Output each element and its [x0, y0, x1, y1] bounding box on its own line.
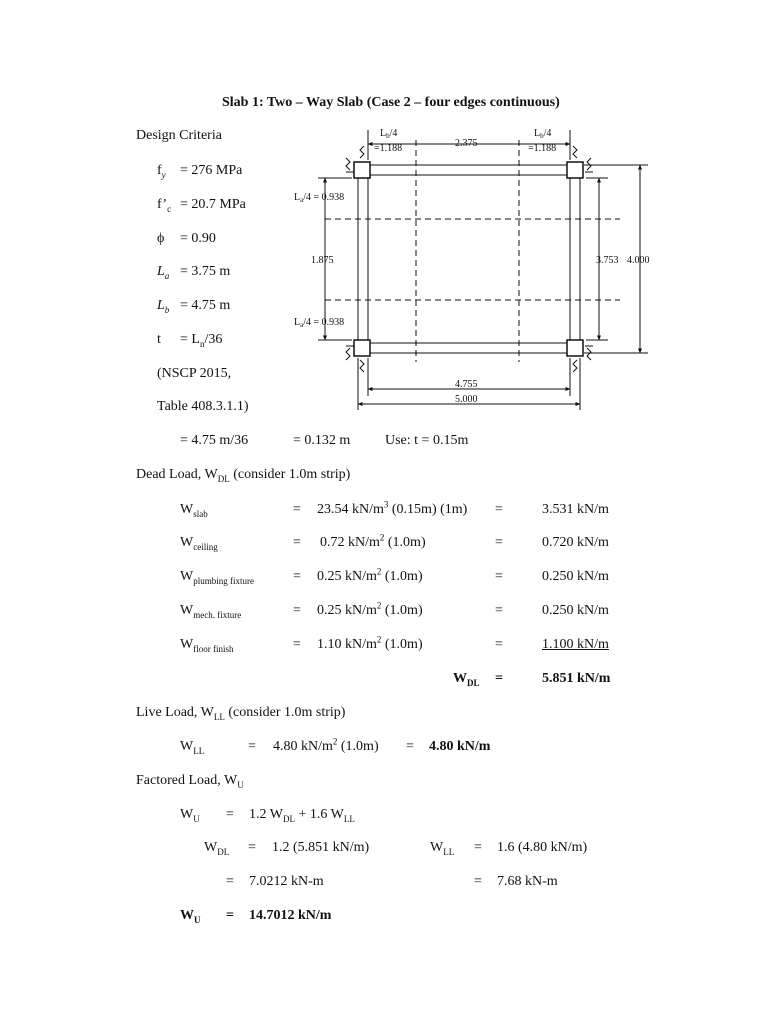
wdl-result-value: 7.0212 kN-m [249, 874, 324, 889]
dl-row-mech-label: $W_{mech. fixture}$ [180, 603, 242, 620]
dl-row-floor-result: 1.100 kN/m [542, 637, 609, 652]
wu-formula-expr: 1.2 $W_{DL} + 1.6$ $W_{LL}$ [249, 807, 355, 824]
dim-bottom-outer-value: 5.000 [455, 394, 478, 405]
break-top-left-v [360, 146, 364, 158]
lb-symbol: $L_b$ [157, 298, 170, 315]
left-beam [358, 165, 368, 353]
page-title: Slab 1: Two – Way Slab (Case 2 – four edges continuous) [222, 95, 560, 110]
wu-result-value: 14.7012 kN/m [249, 908, 332, 923]
la-value: = 3.75 m [180, 264, 231, 279]
wll-factor-eq: = [474, 840, 482, 855]
fy-symbol: $f_y$ [157, 163, 166, 180]
dl-row-slab-eq: = [293, 502, 301, 517]
thickness-use: Use: t = 0.15m [385, 433, 469, 448]
dl-row-mech-eq2: = [495, 603, 503, 618]
ll-eq2: = [406, 739, 414, 754]
dl-row-floor-label: $W_{floor finish}$ [180, 637, 234, 654]
break-top-left [346, 158, 354, 172]
wll-factor-label: $W_{LL}$ [430, 840, 455, 857]
break-bottom-left-v [360, 360, 364, 372]
dl-row-mech-eq: = [293, 603, 301, 618]
phi-symbol: ϕ [157, 231, 165, 246]
fy-value: = 276 MPa [180, 163, 243, 178]
dl-row-plumbing-label: $W_{plumbing fixture}$ [180, 569, 254, 586]
dim-left-mid-value: 1.875 [311, 255, 334, 266]
wll-result-value: 7.68 kN-m [497, 874, 558, 889]
column-bottom-left [354, 340, 370, 356]
wdl-factor-eq: = [248, 840, 256, 855]
wu-formula-eq: = [226, 807, 234, 822]
dim-left-top-label: $L_a/4 = 0.938$ [294, 192, 345, 204]
top-beam [358, 165, 580, 175]
lb-value: = 4.75 m [180, 298, 231, 313]
thickness-result: = 0.132 m [293, 433, 351, 448]
slab-plan-figure [285, 122, 665, 417]
wll-factor-expr: 1.6 (4.80 kN/m) [497, 840, 588, 855]
dl-row-slab-result: 3.531 kN/m [542, 502, 609, 517]
dim-top-left-value: =1.188 [374, 143, 403, 154]
dl-row-mech-result: 0.250 kN/m [542, 603, 609, 618]
column-top-right [567, 162, 583, 178]
thickness-calc: = 4.75 m/36 [180, 433, 249, 448]
dl-row-plumbing-result: 0.250 kN/m [542, 569, 609, 584]
dl-row-mech-expr: 0.25 $kN/m^2$ (1.0m) [317, 600, 423, 618]
t-value: = $L_n/36$ [180, 332, 223, 349]
la-symbol: $L_a$ [157, 264, 170, 281]
wdl-factor-expr: 1.2 (5.851 kN/m) [272, 840, 370, 855]
dl-row-slab-eq2: = [495, 502, 503, 517]
bottom-beam [358, 343, 580, 353]
dl-row-slab-expr: 23.54 $kN/m^3$ (0.15m) (1m) [317, 499, 468, 517]
dl-row-ceiling-label: $W_{ceiling}$ [180, 535, 218, 552]
dim-right-inner-value: 3.753 [596, 255, 619, 266]
code-reference-2: Table 408.3.1.1) [157, 399, 249, 414]
dl-row-plumbing-eq2: = [495, 569, 503, 584]
dl-total-result: 5.851 kN/m [542, 671, 611, 686]
code-reference-1: (NSCP 2015, [157, 366, 232, 381]
ll-expr: 4.80 $kN/m^2$ (1.0m) [273, 736, 379, 754]
right-beam [570, 165, 580, 353]
dl-row-plumbing-expr: 0.25 $kN/m^2$ (1.0m) [317, 566, 423, 584]
wdl-result-eq: = [226, 874, 234, 889]
dl-total-eq: = [495, 671, 503, 686]
ll-label: $W_{LL}$ [180, 739, 205, 756]
dim-top-mid-value: 2.375 [455, 138, 478, 149]
dl-total-label: $W_{DL}$ [453, 671, 480, 688]
column-bottom-right [567, 340, 583, 356]
column-top-left [354, 162, 370, 178]
dim-left-bottom-label: $L_a/4 = 0.938$ [294, 317, 345, 329]
wdl-factor-label: $W_{DL}$ [204, 840, 230, 857]
dim-top-right-label: $L_b/4$ [534, 128, 552, 140]
dl-row-floor-expr: 1.10 $kN/m^2$ (1.0m) [317, 634, 423, 652]
break-top-right-v [573, 146, 577, 158]
dim-top-left-label: $L_b/4$ [380, 128, 398, 140]
dl-row-ceiling-expr: 0.72 $kN/m^2$ (1.0m) [320, 532, 426, 550]
dim-bottom-inner-value: 4.755 [455, 379, 478, 390]
dl-row-floor-eq2: = [495, 637, 503, 652]
ll-eq: = [248, 739, 256, 754]
phi-value: = 0.90 [180, 231, 216, 246]
wu-result-eq: = [226, 908, 234, 923]
dim-right-outer-value: 4.000 [627, 255, 650, 266]
dim-top-right-value: =1.188 [528, 143, 557, 154]
wll-result-eq: = [474, 874, 482, 889]
t-symbol: t [157, 332, 161, 347]
dl-row-ceiling-eq: = [293, 535, 301, 550]
design-criteria-heading: Design Criteria [136, 128, 222, 143]
break-bottom-right-v [573, 360, 577, 372]
factored-load-heading: Factored Load, $W_U$ [136, 773, 244, 790]
wu-formula-label: $W_U$ [180, 807, 200, 824]
live-load-heading: Live Load, $W_{LL}$ (consider 1.0m strip) [136, 705, 346, 722]
dl-row-slab-label: $W_{slab}$ [180, 502, 208, 519]
fc-value: = 20.7 MPa [180, 197, 246, 212]
dl-row-floor-eq: = [293, 637, 301, 652]
dl-row-plumbing-eq: = [293, 569, 301, 584]
dead-load-heading: Dead Load, $W_{DL}$ (consider 1.0m strip) [136, 467, 351, 484]
wu-result-label: $W_U$ [180, 908, 201, 925]
break-bottom-left [346, 346, 354, 360]
dl-row-ceiling-result: 0.720 kN/m [542, 535, 609, 550]
ll-result: 4.80 kN/m [429, 739, 491, 754]
dl-row-ceiling-eq2: = [495, 535, 503, 550]
fc-symbol: $f’_c$ [157, 197, 172, 214]
